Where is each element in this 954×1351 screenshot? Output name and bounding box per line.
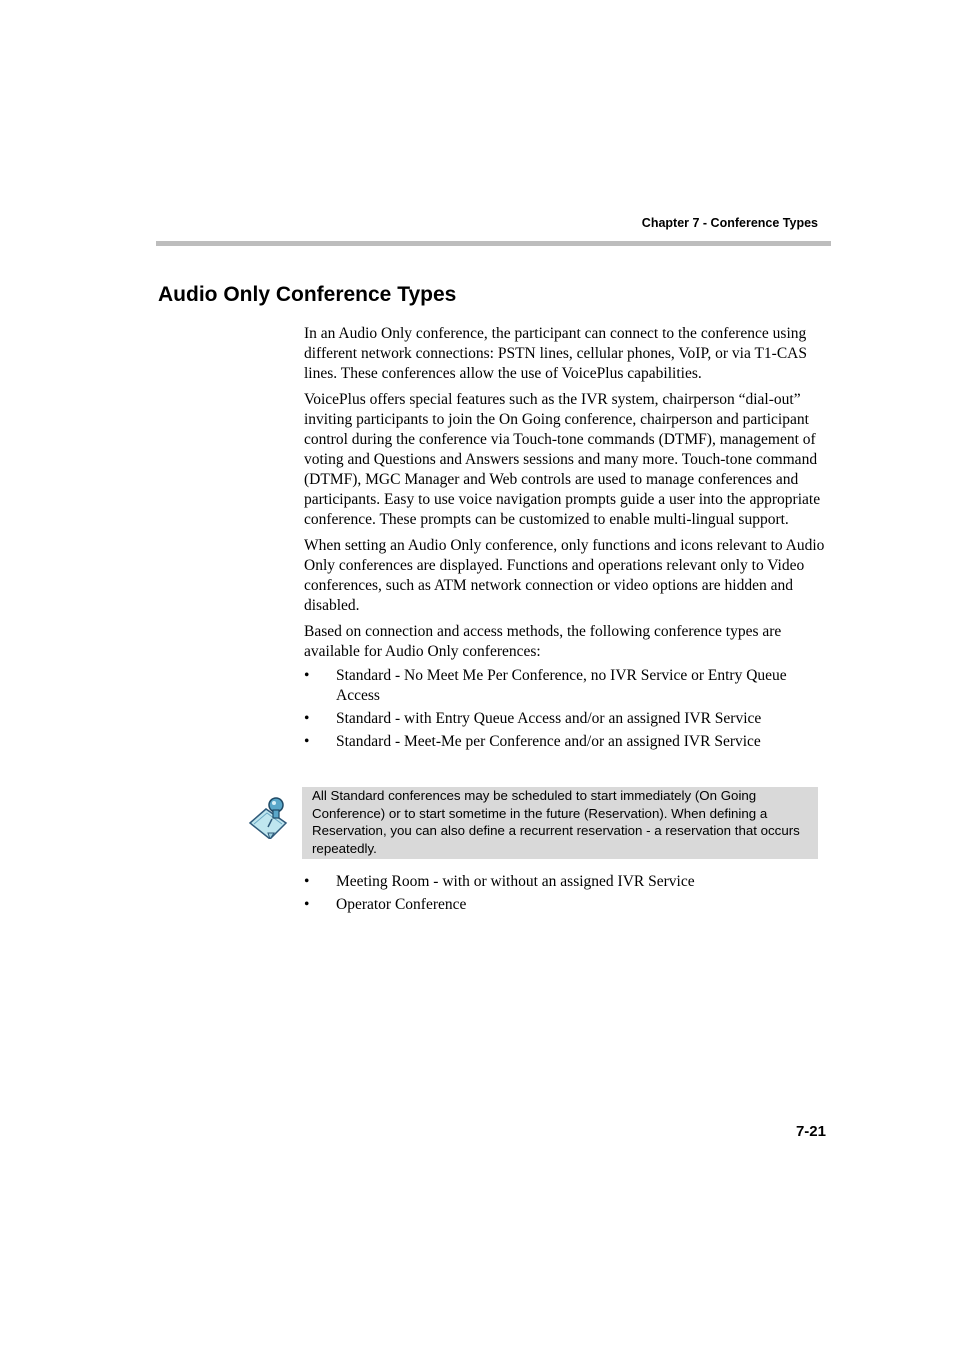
list-item-text: Operator Conference [336, 896, 467, 913]
section-title: Audio Only Conference Types [158, 283, 457, 306]
list-item [304, 895, 828, 915]
running-header: Chapter 7 - Conference Types [641, 216, 818, 230]
list-item-text: Meeting Room - with or without an assigned IVR Service [336, 873, 695, 890]
note-callout [246, 787, 829, 859]
bullet: • [304, 733, 310, 750]
bullet: • [304, 896, 310, 913]
list-item [304, 709, 828, 729]
bullet: • [304, 710, 310, 727]
conference-type-list [304, 666, 828, 752]
bullet: • [304, 873, 310, 890]
paragraph: In an Audio Only conference, the participant can connect to the conference using different network connections: PSTN lines, cellular phones, VoIP, or via T1-CAS lines. These conferences allow the use of VoicePlus capabilities. [304, 325, 807, 382]
list-item-text: Standard - with Entry Queue Access and/or an assigned IVR Service [336, 710, 762, 727]
paragraph: When setting an Audio Only conference, only functions and icons relevant to Audio Only conferences are displayed. Functions and operations relevant only to Video conferences, such as ATM network connection or video options are hidden and disabled. [304, 537, 825, 614]
body-text [304, 324, 828, 755]
page-number: 7-21 [795, 1123, 826, 1140]
paragraph: Based on connection and access methods, the following conference types are available for Audio Only conferences: [304, 623, 782, 660]
bullet: • [304, 667, 310, 684]
note-pin-icon [246, 793, 292, 839]
list-item-text: Standard - No Meet Me Per Conference, no IVR Service or Entry Queue Access [336, 667, 787, 704]
conference-type-list-continued [304, 872, 828, 918]
paragraph: VoicePlus offers special features such as the IVR system, chairperson “dial-out” inviting participants to join the On Going conference, chairperson and participant control during the conference via Touch-tone commands (DTMF), management of voting and Questions and Answers sessions and many more. Touch-tone command (DTMF), MGC Manager and Web controls are used to manage conferences and participants. Easy to use voice navigation prompts guide a user into the appropriate conference. These prompts can be customized to enable multi-lingual support. [304, 391, 821, 528]
note-text: All Standard conferences may be scheduled to start immediately (On Going Conference) or to start sometime in the future (Reservation). When defining a Reservation, you can also define a recurrent reservation - a reservation that occurs repeatedly. [302, 787, 818, 859]
list-item [304, 732, 828, 752]
header-rule [156, 241, 831, 246]
list-item-text: Standard - Meet-Me per Conference and/or an assigned IVR Service [336, 733, 761, 750]
list-item [304, 872, 828, 892]
list-item [304, 666, 828, 706]
